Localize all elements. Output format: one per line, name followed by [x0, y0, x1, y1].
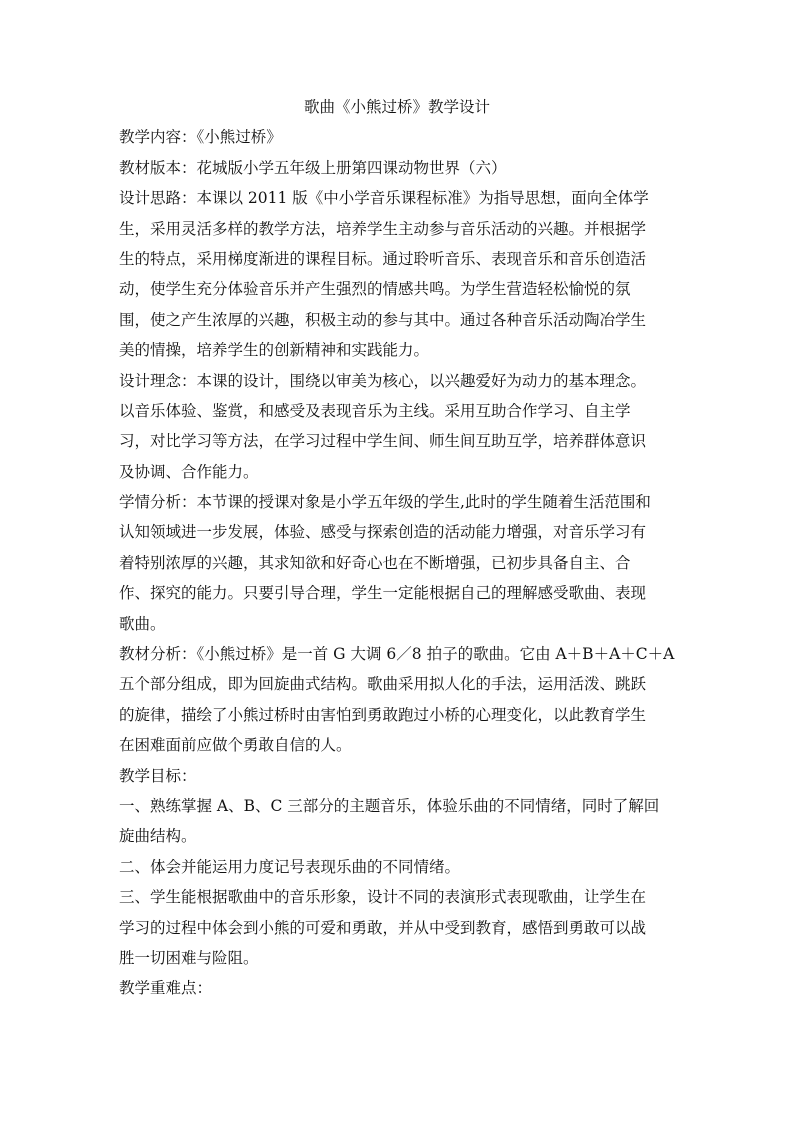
text-line: 一、熟练掌握 A、B、C 三部分的主题音乐，体验乐曲的不同情绪，同时了解回 [119, 796, 660, 815]
text-line: 的旋律，描绘了小熊过桥时由害怕到勇敢跑过小桥的心理变化，以此教育学生 [119, 705, 647, 724]
document-body [119, 122, 675, 1003]
document-page [119, 92, 675, 1004]
text-line: 二、体会并能运用力度记号表现乐曲的不同情绪。 [119, 857, 461, 876]
text-line: 胜一切困难与险阻。 [119, 948, 259, 967]
text-line: 教学重难点： [119, 979, 213, 998]
text-line: 旋曲结构。 [119, 827, 197, 846]
text-line: 围，使之产生浓厚的兴趣，积极主动的参与其中。通过各种音乐活动陶冶学生 [119, 310, 647, 329]
text-line: 五个部分组成，即为回旋曲式结构。歌曲采用拟人化的手法，运用活泼、跳跃 [119, 675, 647, 694]
text-line: 习，对比学习等方法，在学习过程中学生间、师生间互助互学，培养群体意识 [119, 432, 647, 451]
text-line: 设计思路：本课以 2011 版《中小学音乐课程标准》为指导思想，面向全体学 [119, 189, 649, 208]
text-line: 三、学生能根据歌曲中的音乐形象，设计不同的表演形式表现歌曲，让学生在 [119, 888, 647, 907]
document-title: 歌曲《小熊过桥》教学设计 [303, 98, 490, 116]
text-line: 生，采用灵活多样的教学方法，培养学生主动参与音乐活动的兴趣。并根据学 [119, 219, 647, 238]
text-line: 教学目标： [119, 766, 197, 785]
text-line: 在困难面前应做个勇敢自信的人。 [119, 736, 352, 755]
text-line: 歌曲。 [119, 614, 166, 633]
text-line: 动，使学生充分体验音乐并产生强烈的情感共鸣。为学生营造轻松愉悦的氛 [119, 280, 631, 299]
text-line: 教材版本：花城版小学五年级上册第四课动物世界（六） [119, 158, 507, 177]
text-line: 学习的过程中体会到小熊的可爱和勇敢，并从中受到教育，感悟到勇敢可以战 [119, 918, 647, 937]
text-line: 教学内容：《小熊过桥》 [119, 128, 282, 147]
text-line: 作、探究的能力。只要引导合理，学生一定能根据自己的理解感受歌曲、表现 [119, 584, 647, 603]
text-line: 学情分析：本节课的授课对象是小学五年级的学生,此时的学生随着生活范围和 [119, 493, 651, 512]
text-line: 设计理念：本课的设计，围绕以审美为核心，以兴趣爱好为动力的基本理念。 [119, 371, 647, 390]
text-line: 美的情操，培养学生的创新精神和实践能力。 [119, 341, 430, 360]
text-line: 教材分析：《小熊过桥》是一首 G 大调 6／8 拍子的歌曲。它由 A＋B＋A＋C＋A [119, 645, 675, 664]
text-line: 及协调、合作能力。 [119, 462, 259, 481]
text-line: 着特别浓厚的兴趣，其求知欲和好奇心也在不断增强，已初步具备自主、合 [119, 553, 631, 572]
text-line: 以音乐体验、鉴赏，和感受及表现音乐为主线。采用互助合作学习、自主学 [119, 401, 631, 420]
text-line: 认知领域进一步发展，体验、感受与探索创造的活动能力增强，对音乐学习有 [119, 523, 647, 542]
text-line: 生的特点，采用梯度渐进的课程目标。通过聆听音乐、表现音乐和音乐创造活 [119, 249, 647, 268]
